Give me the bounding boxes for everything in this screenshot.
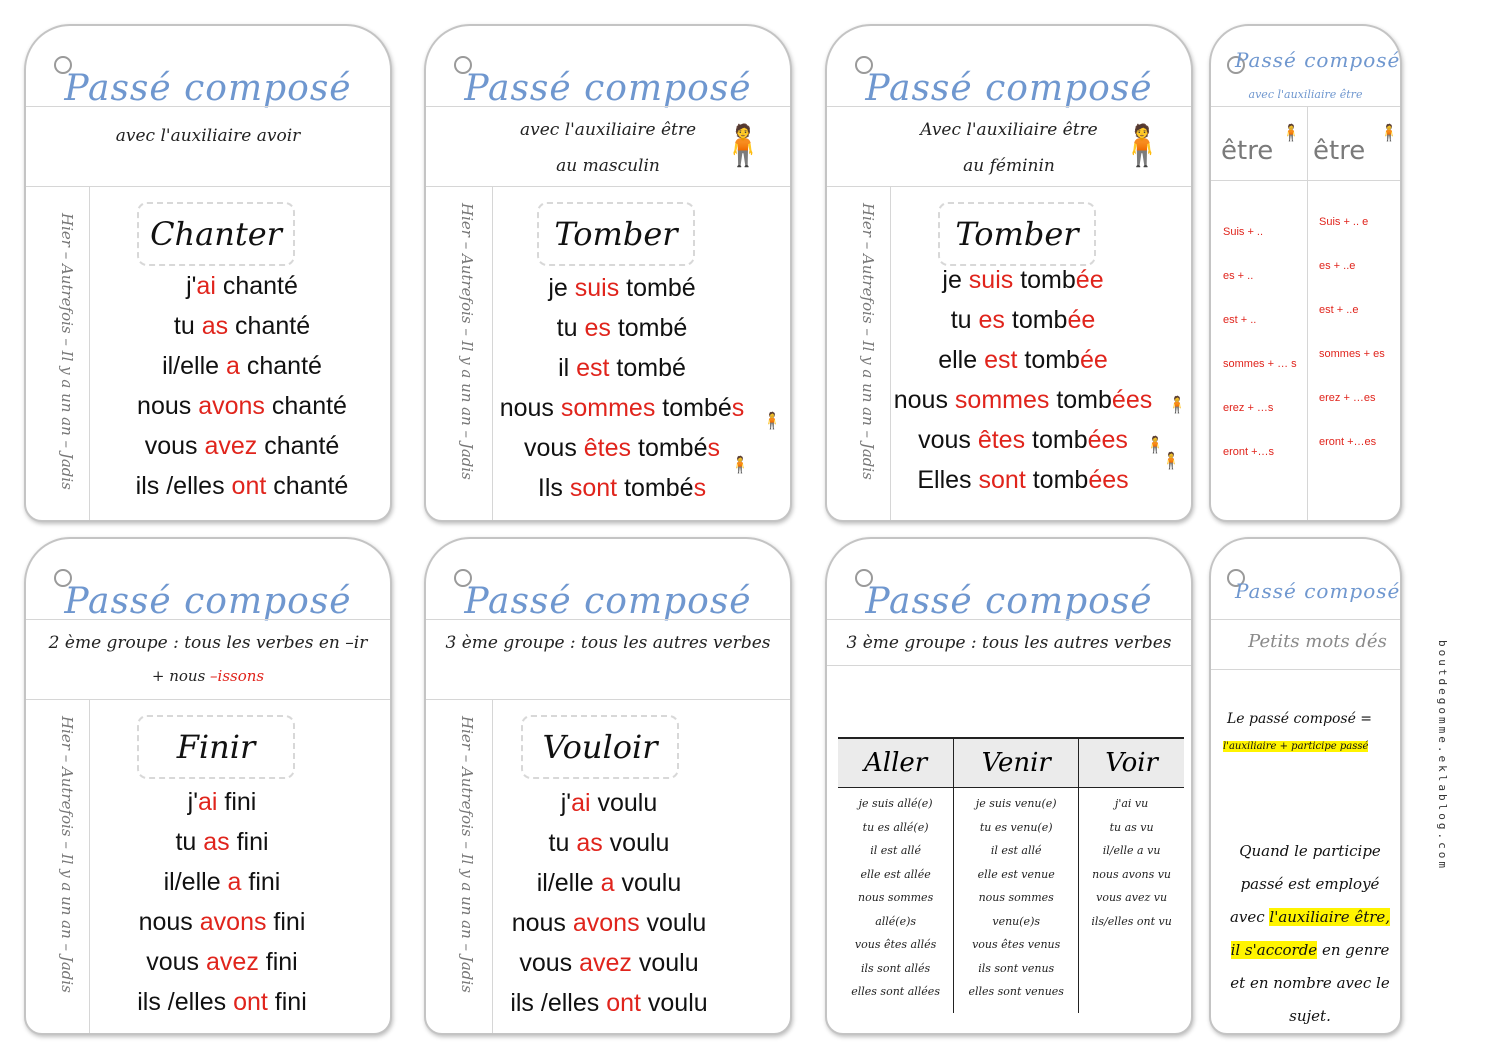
pronoun: nous <box>893 386 955 414</box>
agreement-ending: s <box>731 394 745 422</box>
conjugation-line <box>492 943 726 983</box>
auxiliary: as <box>576 829 603 857</box>
participle: tomb <box>1025 426 1088 454</box>
pronoun: vous <box>519 949 580 977</box>
participle: voulu <box>614 869 682 897</box>
participle: fini <box>229 828 269 856</box>
side-text: Hier – Autrefois – Il y a un an – Jadis <box>458 202 476 480</box>
pronoun: vous <box>524 434 584 462</box>
divider <box>827 665 1191 666</box>
auxiliary: avez <box>206 948 259 976</box>
conjugation-line <box>887 300 1159 340</box>
card-subtitle: 3 ème groupe : tous les autres verbes <box>846 633 1172 653</box>
divider <box>426 106 790 107</box>
conjugation-line <box>492 468 752 508</box>
conjugation-line <box>492 308 752 348</box>
conjugation-line <box>90 386 392 426</box>
table-cell-line: tu es venu(e) <box>979 820 1053 834</box>
ending-item: erez + …es <box>1319 392 1376 404</box>
conjugation-line <box>492 783 726 823</box>
conjugation-line <box>887 260 1159 300</box>
participle: tombé <box>655 394 732 422</box>
side-text: Hier – Autrefois – Il y a un an – Jadis <box>458 715 476 993</box>
card-aller-venir-voir <box>825 537 1193 1035</box>
auxiliary: as <box>201 312 229 340</box>
auxiliary: es <box>978 306 1005 334</box>
auxiliary: avons <box>572 909 640 937</box>
conjugation-line <box>90 306 392 346</box>
auxiliary: êtes <box>977 426 1026 454</box>
divider <box>827 619 1191 620</box>
card-subtitle: avec l'auxiliaire avoir <box>115 126 301 146</box>
table-header-voir: Voir <box>1079 738 1184 788</box>
agreement-ending: ée <box>1079 346 1108 374</box>
pronoun: nous <box>138 908 200 936</box>
conjugation-line <box>90 822 354 862</box>
ending-item: eront +…s <box>1223 446 1275 458</box>
site-url: boutdegomme.eklablog.com <box>1436 640 1449 871</box>
pronoun: tu <box>556 314 585 342</box>
table-cell-line: ils sont allés <box>861 961 931 975</box>
auxiliary: est <box>984 346 1018 374</box>
participle: tomb <box>1013 266 1076 294</box>
endings-feminin <box>1319 200 1385 464</box>
participle: voulu <box>631 949 699 977</box>
table-cell-line: elles sont allées <box>851 985 940 998</box>
auxiliary: suis <box>968 266 1014 294</box>
definition-highlight: l'auxiliaire + participe passé <box>1223 741 1369 752</box>
conjugation-line <box>492 428 752 468</box>
table-header-aller: Aller <box>838 738 954 788</box>
divider <box>26 106 390 107</box>
participle: chanté <box>228 312 311 340</box>
participle: chanté <box>239 352 322 380</box>
agreement-ending: s <box>707 434 720 462</box>
table-cell-line: venu(e)s <box>992 914 1041 928</box>
ending-item: sommes + es <box>1319 348 1385 360</box>
conjugation-line <box>492 863 726 903</box>
conjugation-line <box>492 983 726 1023</box>
table-cell-line: j'ai vu <box>1114 797 1149 810</box>
table-cell-line: nous avons vu <box>1092 867 1172 881</box>
auxiliary: a <box>227 868 242 896</box>
card-subtitle: 3 ème groupe : tous les autres verbes <box>445 633 771 653</box>
participle: chanté <box>266 472 349 500</box>
ending-item: es + .. <box>1223 270 1254 282</box>
table-cell-line: il est allé <box>870 844 921 857</box>
divider <box>426 186 790 187</box>
girl-figure-icon: 🧍 <box>1117 124 1167 168</box>
boy-figure-icon: 🧍 <box>730 457 750 474</box>
participle: fini <box>267 988 307 1016</box>
conjugation-line <box>90 266 392 306</box>
auxiliary: sont <box>569 474 618 502</box>
conjugation-line <box>90 942 354 982</box>
pronoun: j' <box>186 272 197 300</box>
girl-figure-icon: 🧍 <box>1167 397 1187 414</box>
auxiliary: avons <box>198 392 265 420</box>
auxiliary: êtes <box>583 434 632 462</box>
conjugation-line <box>887 420 1159 460</box>
conjugation-list <box>492 783 726 1023</box>
conjugation-line <box>492 268 752 308</box>
girl-figure-icon: 🧍 <box>1379 125 1399 142</box>
table-cell-line: ils sont venus <box>978 961 1055 975</box>
table-cell-line: elles sont venues <box>968 985 1064 998</box>
auxiliary: ont <box>606 989 641 1017</box>
table-cell-line: vous êtes venus <box>972 938 1061 951</box>
card-subtitle-2: + nous –issons <box>151 667 265 685</box>
card-mini-etre <box>1209 24 1402 522</box>
participle: tomb <box>1025 466 1089 494</box>
participle: fini <box>266 908 306 936</box>
table-cell-line: vous êtes allés <box>854 938 937 951</box>
conjugation-line <box>90 862 354 902</box>
divider <box>1211 106 1400 107</box>
table-cell-line: je suis allé(e) <box>858 797 933 810</box>
auxiliary: a <box>600 869 615 897</box>
participle: tombé <box>609 354 686 382</box>
pronoun: je <box>548 274 575 302</box>
card-title: Passé composé <box>64 68 352 109</box>
pronoun: il/elle <box>536 869 601 897</box>
pronoun: tu <box>950 306 979 334</box>
girl-figure-icon: 🧍 <box>1161 453 1181 470</box>
ending-item: erez + …s <box>1223 402 1274 414</box>
participle: voulu <box>602 829 670 857</box>
divider <box>1211 619 1400 620</box>
table-cell-line: elle est venue <box>977 867 1055 881</box>
conjugation-list <box>492 268 752 508</box>
conjugation-list <box>887 260 1159 500</box>
table-cell-line: vous avez vu <box>1096 891 1168 904</box>
pronoun: ils /elles <box>510 989 607 1017</box>
auxiliary: ont <box>233 988 268 1016</box>
conjugation-line <box>492 388 752 428</box>
card-subtitle: avec l'auxiliaire être <box>519 120 697 140</box>
boy-figure-icon: 🧍 <box>1281 125 1301 142</box>
pronoun: ils /elles <box>135 472 232 500</box>
ending-item: est + .. <box>1223 314 1257 326</box>
venir-column <box>954 788 1079 1014</box>
conjugation-line <box>90 426 392 466</box>
agreement-ending: ée <box>1067 306 1096 334</box>
agreement-ending: ées <box>1111 386 1153 414</box>
conjugation-line <box>492 903 726 943</box>
girl-figure-icon: 🧍 <box>1145 437 1165 454</box>
pronoun: ils /elles <box>137 988 234 1016</box>
pronoun: vous <box>918 426 978 454</box>
agreement-ending: ée <box>1075 266 1104 294</box>
divider <box>827 186 1191 187</box>
ending-item: Suis + .. e <box>1319 216 1369 228</box>
card-subtitle: avec l'auxiliaire être <box>1248 88 1363 101</box>
conjugation-line <box>90 346 392 386</box>
table-cell-line: il est allé <box>990 844 1042 857</box>
card-title: Passé composé <box>64 581 352 622</box>
card-petits-mots <box>1209 537 1402 1035</box>
divider <box>26 619 390 620</box>
aller-column <box>838 788 954 1014</box>
divider <box>827 106 1191 107</box>
verb-box: Tomber <box>938 202 1096 266</box>
card-title: Passé composé <box>1235 48 1401 72</box>
card-etre-feminin <box>825 24 1193 522</box>
pronoun: nous <box>511 909 573 937</box>
table-cell-line: nous sommes <box>858 891 934 904</box>
auxiliary: avez <box>204 432 258 460</box>
ending-item: Suis + .. <box>1223 226 1264 238</box>
auxiliary: es <box>584 314 611 342</box>
side-text: Hier – Autrefois – Il y a un an – Jadis <box>58 715 76 993</box>
participle: fini <box>258 948 298 976</box>
participle: fini <box>241 868 281 896</box>
card-subtitle-2: au féminin <box>963 156 1055 176</box>
participle: tomb <box>1017 346 1080 374</box>
conjugation-line <box>887 380 1159 420</box>
agreement-rule: Quand le participe passé est employé avec l'auxiliaire être, il s'accorde en genre et en nombre avec le sujet. <box>1229 842 1391 1025</box>
participle: voulu <box>590 789 658 817</box>
agreement-ending: s <box>693 474 707 502</box>
participle: tombé <box>631 434 708 462</box>
voir-column <box>1079 788 1184 1014</box>
pronoun: je <box>942 266 969 294</box>
table-cell-line: ils/elles ont vu <box>1091 914 1172 928</box>
divider <box>26 186 390 187</box>
etre-label: être <box>1221 136 1274 166</box>
table-header-venir: Venir <box>954 738 1079 788</box>
divider <box>26 699 390 700</box>
pronoun: il/elle <box>163 868 228 896</box>
pronoun: vous <box>146 948 207 976</box>
card-subtitle: Petits mots dés <box>1248 631 1387 652</box>
pronoun: vous <box>144 432 205 460</box>
participle: chanté <box>257 432 340 460</box>
divider <box>1211 180 1400 181</box>
participle: chanté <box>215 272 298 300</box>
side-text: Hier – Autrefois – Il y a un an – Jadis <box>859 202 877 480</box>
table-cell-line: tu as vu <box>1109 820 1154 834</box>
auxiliary: ont <box>231 472 267 500</box>
card-subtitle: 2 ème groupe : tous les verbes en –ir <box>48 633 368 653</box>
card-title: Passé composé <box>1235 579 1401 603</box>
auxiliary: avons <box>199 908 267 936</box>
auxiliary: as <box>203 828 230 856</box>
verb-box: Tomber <box>537 202 695 266</box>
participle: tombé <box>617 474 694 502</box>
pronoun: Ils <box>537 474 570 502</box>
column-divider <box>1307 106 1308 522</box>
auxiliary: ai <box>197 788 218 816</box>
conjugation-list <box>90 782 354 1022</box>
auxiliary: ai <box>196 272 216 300</box>
boy-figure-icon: 🧍 <box>718 124 768 168</box>
table-cell-line: je suis venu(e) <box>975 797 1057 810</box>
pronoun: il/elle <box>162 352 226 380</box>
ending-item: est + ..e <box>1319 304 1359 316</box>
table-cell-line: il/elle a vu <box>1102 844 1161 857</box>
card-title: Passé composé <box>865 581 1153 622</box>
auxiliary: a <box>226 352 240 380</box>
auxiliary: sommes <box>954 386 1050 414</box>
verb-box: Vouloir <box>521 715 679 779</box>
participle: fini <box>217 788 257 816</box>
pronoun: il <box>558 354 577 382</box>
card-subtitle-2: au masculin <box>556 156 660 176</box>
card-title: Passé composé <box>464 581 752 622</box>
card-title: Passé composé <box>865 68 1153 109</box>
ending-item: sommes + … s <box>1223 358 1297 370</box>
pronoun: Elles <box>917 466 979 494</box>
table-cell-line: allé(e)s <box>875 914 917 928</box>
divider <box>426 699 790 700</box>
agreement-ending: ées <box>1087 426 1128 454</box>
endings-masculin <box>1223 210 1297 474</box>
verb-box: Chanter <box>137 202 295 266</box>
conjugation-line <box>90 782 354 822</box>
pronoun: tu <box>173 312 202 340</box>
table-cell-line: elle est allée <box>860 867 931 881</box>
card-subtitle: Avec l'auxiliaire être <box>920 120 1098 140</box>
boy-figure-icon: 🧍 <box>762 413 782 430</box>
card-vouloir <box>424 537 792 1035</box>
card-title: Passé composé <box>464 68 752 109</box>
ending-item: es + ..e <box>1319 260 1356 272</box>
card-etre-masculin <box>424 24 792 522</box>
table-cell-line: nous sommes <box>978 891 1054 904</box>
auxiliary: sommes <box>560 394 656 422</box>
pronoun: nous <box>499 394 561 422</box>
divider <box>426 619 790 620</box>
auxiliary: avez <box>579 949 632 977</box>
conjugation-line <box>492 348 752 388</box>
card-finir <box>24 537 392 1035</box>
ending-item: eront +…es <box>1319 436 1377 448</box>
conjugation-line <box>90 466 392 506</box>
pronoun: nous <box>137 392 199 420</box>
conjugation-table <box>838 737 1184 1013</box>
pronoun: elle <box>938 346 985 374</box>
conjugation-line <box>887 460 1159 500</box>
auxiliary: sont <box>978 466 1026 494</box>
conjugation-line <box>492 823 726 863</box>
conjugation-line <box>887 340 1159 380</box>
auxiliary: est <box>576 354 610 382</box>
auxiliary: suis <box>574 274 620 302</box>
etre-label: être <box>1313 136 1366 166</box>
verb-box: Finir <box>137 715 295 779</box>
divider <box>1211 669 1400 670</box>
pronoun: tu <box>548 829 577 857</box>
pronoun: tu <box>175 828 204 856</box>
participle: chanté <box>264 392 347 420</box>
auxiliary: ai <box>571 789 591 817</box>
pronoun: j' <box>187 788 198 816</box>
card-avoir <box>24 24 392 522</box>
conjugation-line <box>90 982 354 1022</box>
pronoun: j' <box>560 789 572 817</box>
participle: voulu <box>639 909 707 937</box>
table-cell-line: tu es allé(e) <box>862 820 929 834</box>
side-text: Hier – Autrefois – Il y a un an – Jadis <box>58 212 76 490</box>
participle: tomb <box>1049 386 1112 414</box>
participle: tombé <box>619 274 696 302</box>
conjugation-list <box>90 266 392 506</box>
conjugation-line <box>90 902 354 942</box>
participle: voulu <box>640 989 708 1017</box>
participle: tomb <box>1004 306 1068 334</box>
definition-title: Le passé composé = <box>1227 711 1373 727</box>
participle: tombé <box>610 314 688 342</box>
agreement-ending: ées <box>1088 466 1129 494</box>
